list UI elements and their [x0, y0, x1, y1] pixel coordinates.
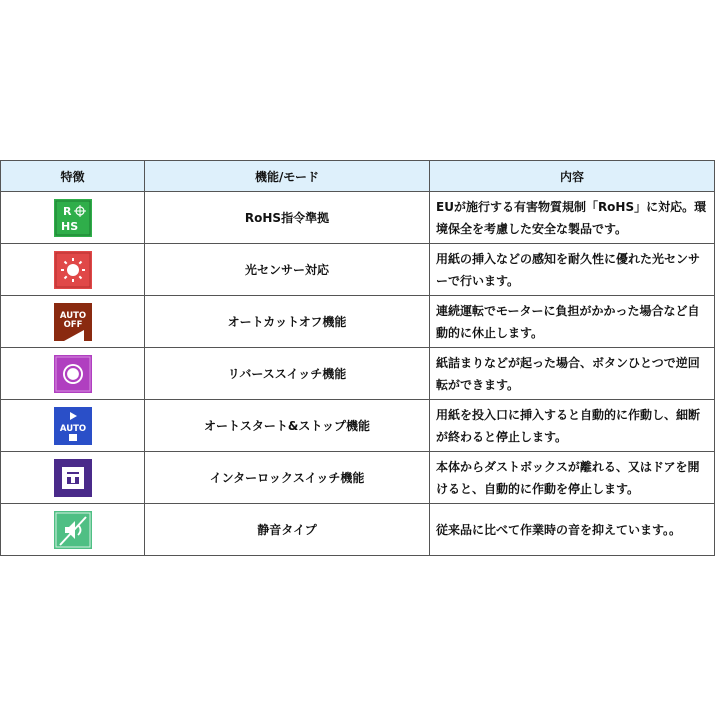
mode-label: インターロックスイッチ機能 — [145, 452, 430, 504]
reverse-switch-icon — [54, 355, 92, 393]
table-row — [1, 400, 715, 452]
table-row — [1, 504, 715, 556]
mode-description: EUが施行する有害物質規制「RoHS」に対応。環境保全を考慮した安全な製品です。 — [430, 192, 715, 244]
svg-text:HS: HS — [60, 219, 78, 233]
interlock-switch-icon — [54, 459, 92, 497]
auto-off-icon — [54, 303, 92, 341]
header-description: 内容 — [430, 161, 715, 192]
svg-text:R: R — [62, 204, 71, 218]
mode-description: 用紙の挿入などの感知を耐久性に優れた光センサーで行います。 — [430, 244, 715, 296]
mode-label: RoHS指令準拠 — [145, 192, 430, 244]
svg-text:OFF: OFF — [63, 319, 82, 330]
mode-description: 連続運転でモーターに負担がかかった場合など自動的に休止します。 — [430, 296, 715, 348]
table-row — [1, 452, 715, 504]
silent-icon — [54, 511, 92, 549]
feature-table — [0, 160, 715, 556]
table-row — [1, 296, 715, 348]
svg-text:AUTO: AUTO — [59, 310, 86, 321]
mode-description: 本体からダストボックスが離れる、又はドアを開けると、自動的に作動を停止します。 — [430, 452, 715, 504]
mode-label: 光センサー対応 — [145, 244, 430, 296]
mode-label: オートスタート&ストップ機能 — [145, 400, 430, 452]
mode-label: リバーススイッチ機能 — [145, 348, 430, 400]
table-row — [1, 348, 715, 400]
header-mode: 機能/モード — [145, 161, 430, 192]
mode-label: 静音タイプ — [145, 504, 430, 556]
mode-description: 用紙を投入口に挿入すると自動的に作動し、細断が終わると停止します。 — [430, 400, 715, 452]
table-row — [1, 192, 715, 244]
table-row — [1, 244, 715, 296]
mode-label: オートカットオフ機能 — [145, 296, 430, 348]
header-feature: 特徴 — [1, 161, 145, 192]
header-row — [1, 161, 715, 192]
auto-start-stop-icon — [54, 407, 92, 445]
rohs-icon — [54, 199, 92, 237]
mode-description: 紙詰まりなどが起った場合、ボタンひとつで逆回転ができます。 — [430, 348, 715, 400]
light-sensor-icon — [54, 251, 92, 289]
mode-description: 従来品に比べて作業時の音を抑えています。。 — [430, 504, 715, 556]
svg-text:AUTO: AUTO — [59, 423, 86, 434]
